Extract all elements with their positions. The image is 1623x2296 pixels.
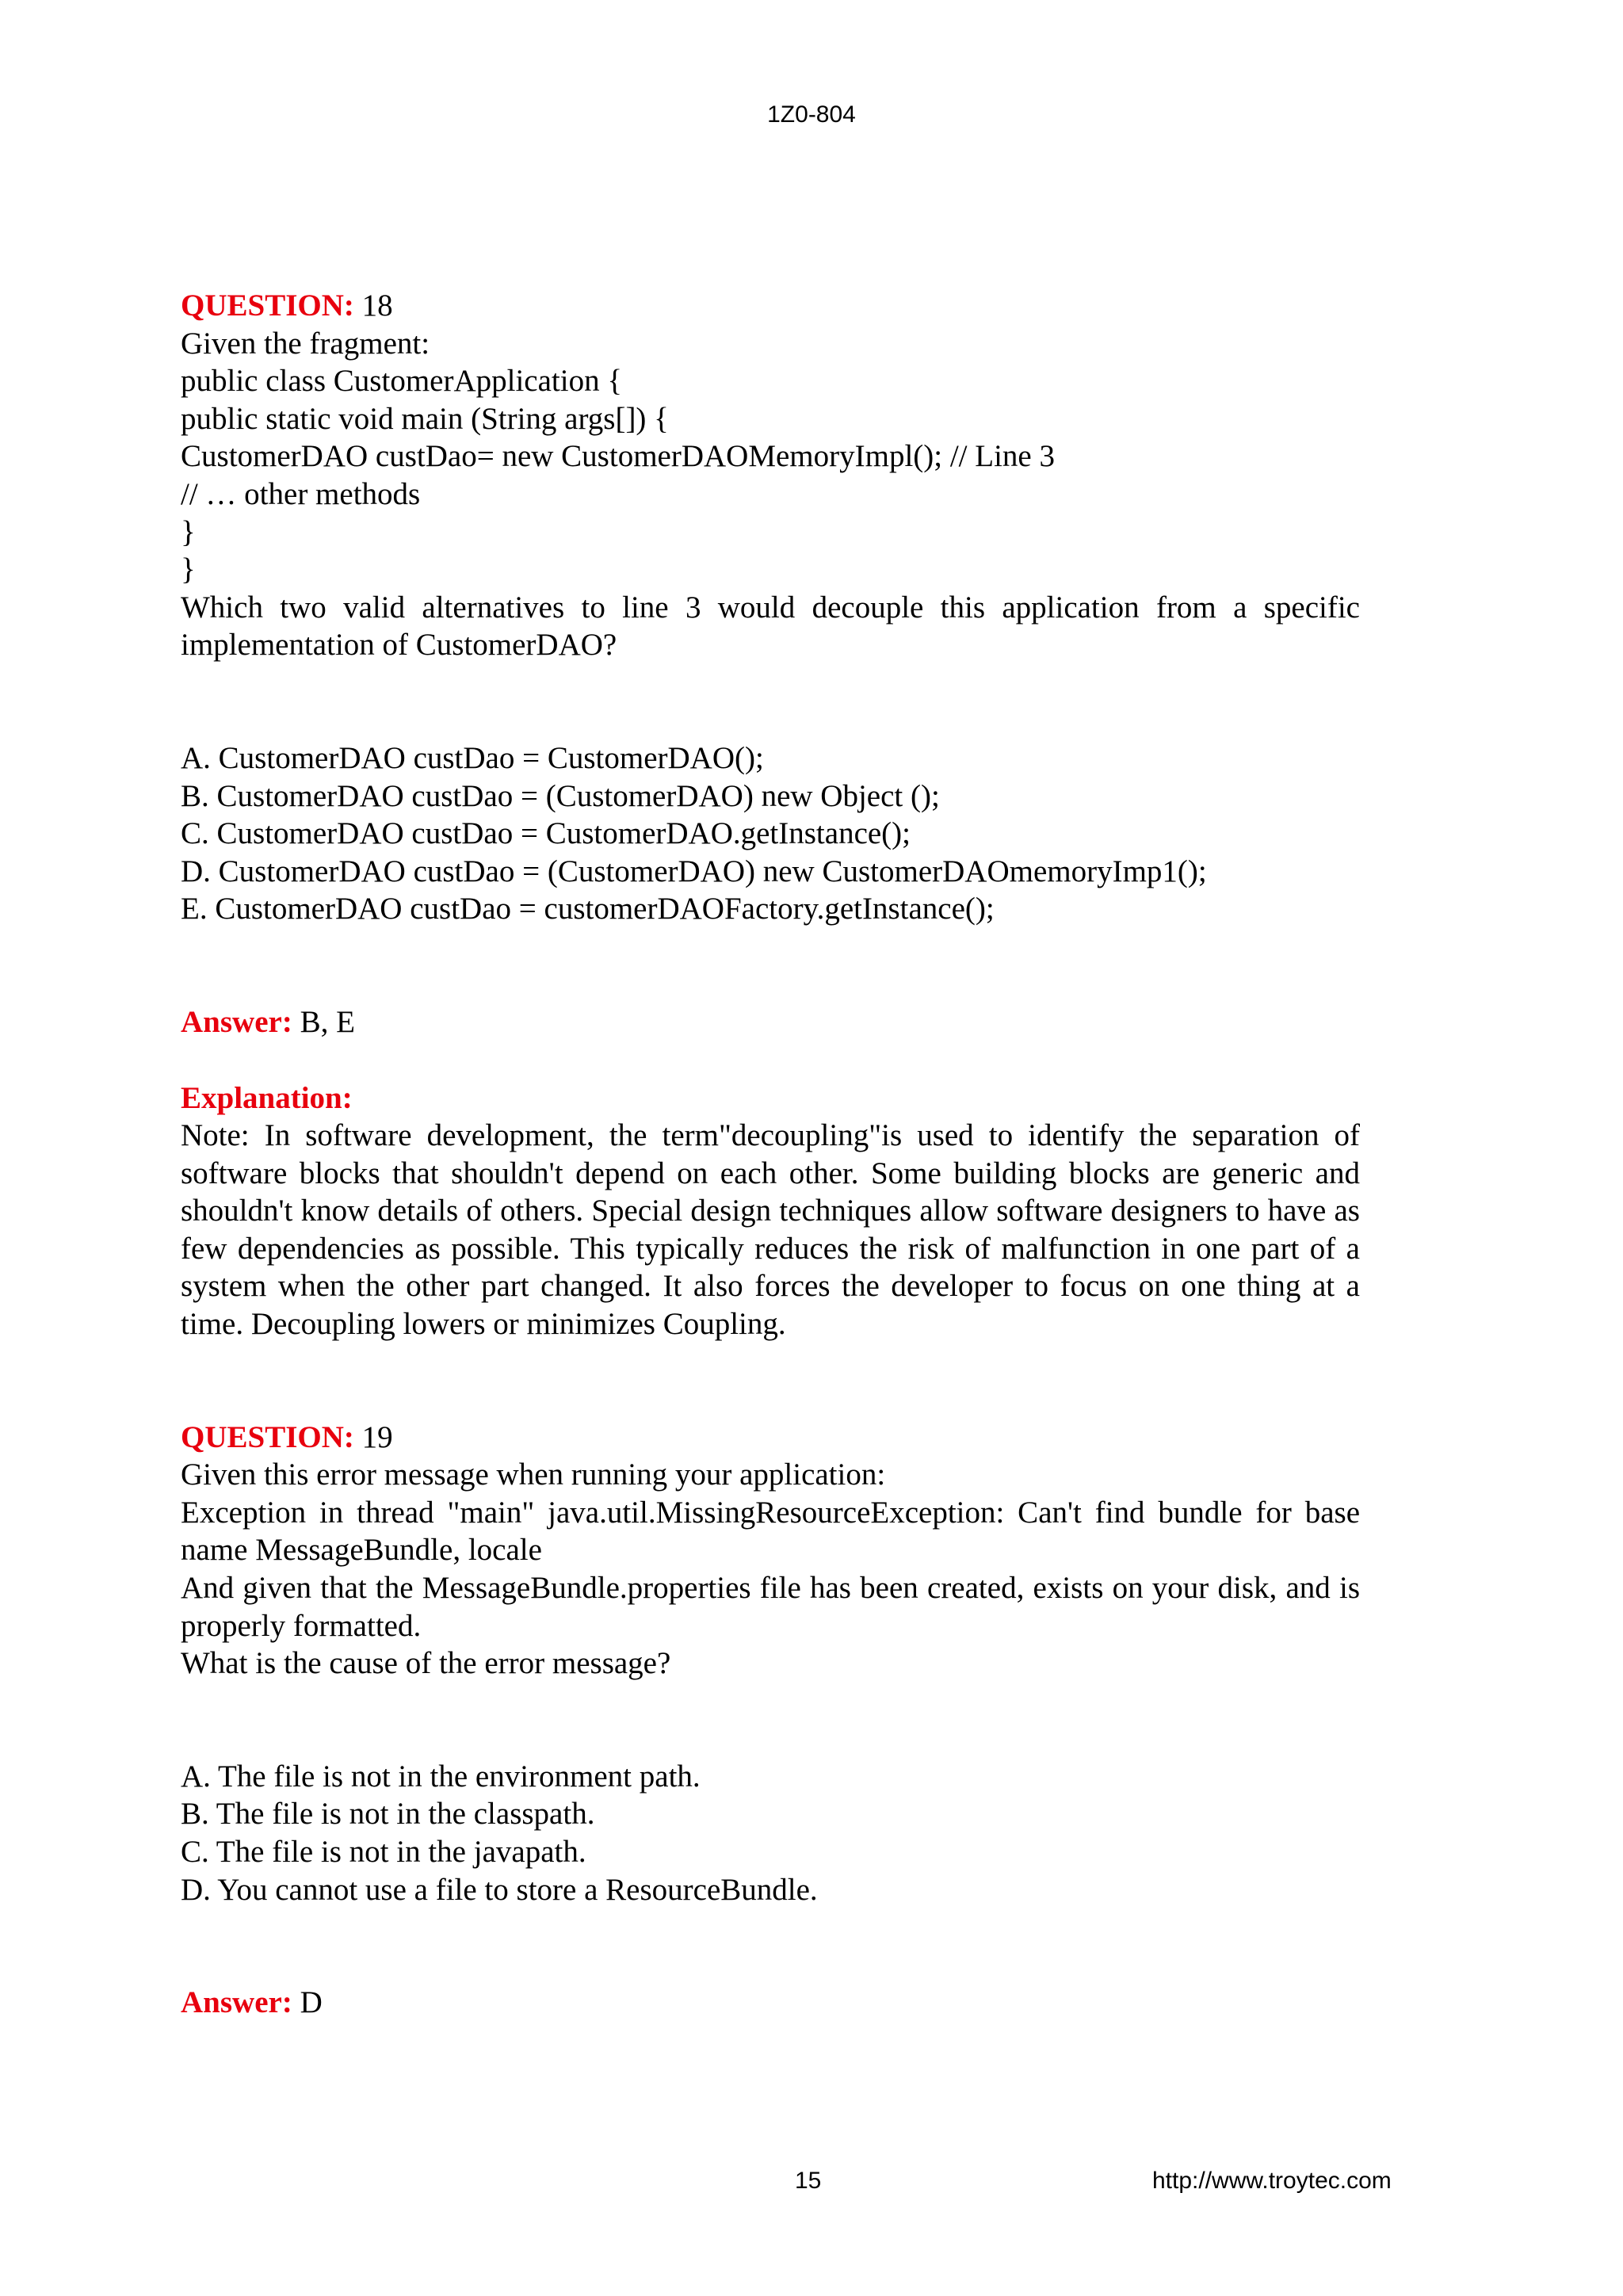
answer-line bbox=[181, 1003, 1360, 1041]
question-19-heading bbox=[181, 1419, 1360, 1457]
answer-option-a: A. CustomerDAO custDao = CustomerDAO(); bbox=[181, 740, 764, 775]
footer-url-link[interactable]: http://www.troytec.com bbox=[1152, 2168, 1392, 2194]
question-intro: Given this error message when running your application: bbox=[181, 1457, 886, 1492]
question-18-heading bbox=[181, 287, 1360, 325]
answer-value: D bbox=[292, 1985, 323, 2020]
question-label: QUESTION: bbox=[181, 288, 354, 323]
explanation-text: Note: In software development, the term"decoupling"is used to identify the separation of software blocks that shouldn't depend on each other. Some building blocks are generic and shouldn't know details of others. Special design techniques allow software designers to have as few dependencies as possible. This typically reduces the risk of malfunction in one part of a system when the other part changed. It also forces the developer to focus on one thing at a time. Decoupling lowers or minimizes Coupling. bbox=[181, 1118, 1360, 1342]
code-line: public static void main (String args[]) { bbox=[181, 401, 669, 436]
answer-option-b: B. CustomerDAO custDao = (CustomerDAO) new Object (); bbox=[181, 778, 940, 813]
answer-value: B, E bbox=[292, 1004, 355, 1039]
answer-option-b: B. The file is not in the classpath. bbox=[181, 1797, 595, 1832]
question-label: QUESTION: bbox=[181, 1419, 354, 1454]
question-number: 18 bbox=[353, 288, 393, 323]
error-message: Exception in thread "main" java.util.MissingResourceException: Can't find bundle for base name MessageBundle, locale bbox=[181, 1495, 1360, 1568]
answer-label: Answer: bbox=[181, 1985, 292, 2020]
code-line: } bbox=[181, 552, 196, 587]
answer-option-c: C. CustomerDAO custDao = CustomerDAO.getInstance(); bbox=[181, 816, 911, 851]
answer-option-a: A. The file is not in the environment path. bbox=[181, 1759, 701, 1794]
question-number: 19 bbox=[353, 1419, 393, 1454]
code-line: } bbox=[181, 514, 196, 549]
code-line: CustomerDAO custDao= new CustomerDAOMemoryImpl(); // Line 3 bbox=[181, 439, 1055, 474]
answer-option-d: D. You cannot use a file to store a ResourceBundle. bbox=[181, 1872, 818, 1907]
answer-line bbox=[181, 1984, 1360, 2022]
code-line: // … other methods bbox=[181, 476, 421, 511]
code-line: public class CustomerApplication { bbox=[181, 364, 623, 399]
explanation-label: Explanation: bbox=[181, 1080, 353, 1115]
answer-option-e: E. CustomerDAO custDao = customerDAOFactory.getInstance(); bbox=[181, 892, 995, 926]
answer-option-c: C. The file is not in the javapath. bbox=[181, 1835, 586, 1869]
question-prompt: What is the cause of the error message? bbox=[181, 1646, 671, 1681]
answer-label: Answer: bbox=[181, 1004, 292, 1039]
code-line: Given the fragment: bbox=[181, 326, 430, 361]
answer-option-d: D. CustomerDAO custDao = (CustomerDAO) new CustomerDAOmemoryImp1(); bbox=[181, 854, 1207, 888]
question-prompt: Which two valid alternatives to line 3 would decouple this application from a specific implementation of CustomerDAO? bbox=[181, 590, 1360, 663]
page-number: 15 bbox=[795, 2168, 822, 2194]
page-content bbox=[181, 287, 1360, 2022]
exam-code-header: 1Z0-804 bbox=[767, 101, 856, 128]
question-given: And given that the MessageBundle.properties file has been created, exists on your disk, and is properly formatted. bbox=[181, 1571, 1360, 1643]
